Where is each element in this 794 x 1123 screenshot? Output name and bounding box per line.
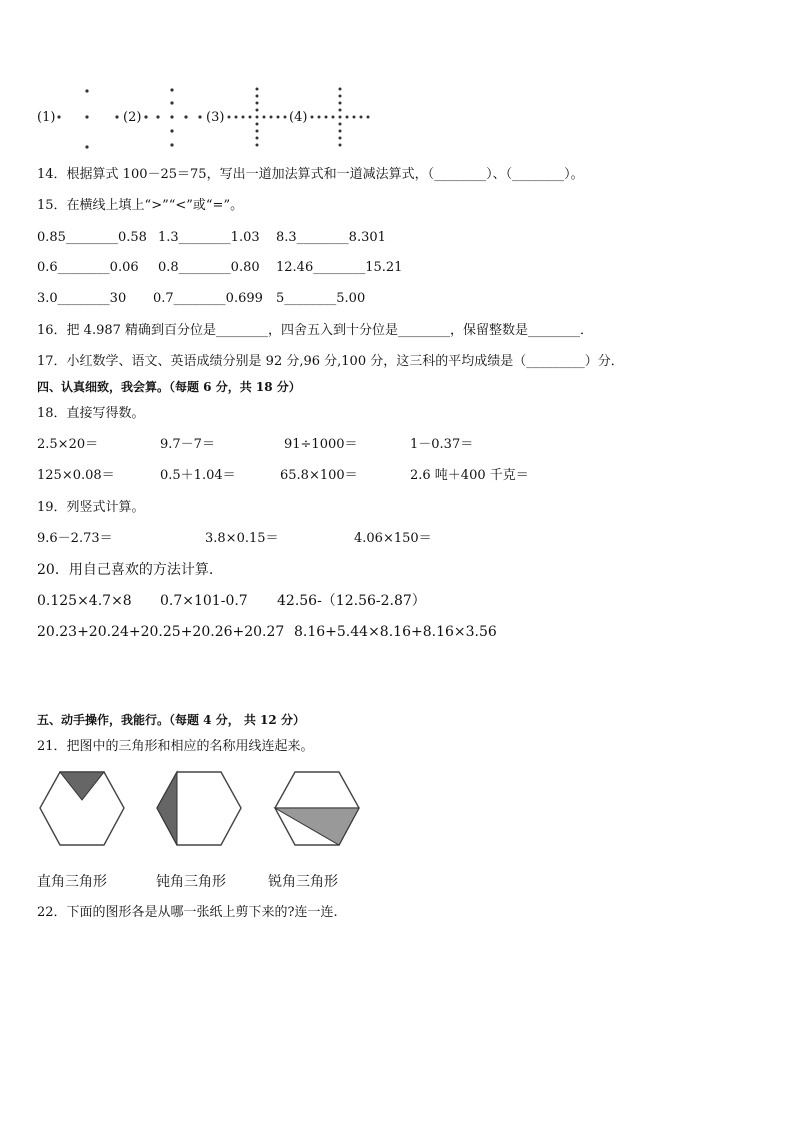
question-22: 22．下面的图形各是从哪一张纸上剪下来的?连一连. <box>37 905 338 920</box>
q19-item: 9.6－2.73＝ <box>37 531 113 546</box>
q15-item: 0.85________0.58 <box>37 230 147 245</box>
q19-item: 3.8×0.15＝ <box>205 531 279 546</box>
hexagon-figure-1 <box>38 770 128 850</box>
q15-item: 0.8________0.80 <box>158 260 260 275</box>
q18-item: 9.7－7＝ <box>160 437 215 452</box>
dot-pattern-4 <box>309 86 373 152</box>
q15-item: 3.0________30 <box>37 291 127 306</box>
pattern-label-1: (1) <box>37 110 56 125</box>
q20-item: 42.56-（12.56-2.87） <box>277 593 426 609</box>
obtuse-triangle <box>157 772 177 845</box>
question-15-prompt: 15．在横线上填上“>”“<”或“=”。 <box>37 198 244 213</box>
question-16: 16．把 4.987 精确到百分位是________，四舍五入到十分位是________，保留整数是________． <box>37 323 594 338</box>
section-4-heading: 四、认真细致，我会算。（每题 6 分，共 18 分） <box>37 380 301 394</box>
pattern-label-2: (2) <box>123 110 142 125</box>
question-19-prompt: 19．列竖式计算。 <box>37 500 145 515</box>
triangle-name-obtuse: 钝角三角形 <box>156 874 226 890</box>
hexagon-figure-3 <box>273 770 363 850</box>
q18-item: 2.5×20＝ <box>37 437 99 452</box>
q15-item: 12.46________15.21 <box>276 260 403 275</box>
question-21-prompt: 21．把图中的三角形和相应的名称用线连起来。 <box>37 739 314 754</box>
q15-item: 5________5.00 <box>276 291 366 306</box>
question-18-prompt: 18．直接写得数。 <box>37 406 145 421</box>
pattern-label-3: (3) <box>206 110 225 125</box>
q15-item: 1.3________1.03 <box>158 230 260 245</box>
q18-item: 2.6 吨＋400 千克＝ <box>410 468 529 483</box>
pattern-label-4: (4) <box>289 110 308 125</box>
question-14: 14．根据算式 100－25＝75，写出一道加法算式和一道减法算式，（________）、（________）。 <box>37 167 584 182</box>
dot-pattern-2 <box>142 86 208 152</box>
q15-item: 0.6________0.06 <box>37 260 139 275</box>
q18-item: 125×0.08＝ <box>37 468 115 483</box>
question-20-prompt: 20．用自己喜欢的方法计算. <box>37 562 214 578</box>
triangle-name-acute: 锐角三角形 <box>268 874 338 890</box>
question-17: 17．小红数学、语文、英语成绩分别是 92 分,96 分,100 分，这三科的平均成绩是（_________）分． <box>37 354 624 369</box>
q20-item: 20.23+20.24+20.25+20.26+20.27 <box>37 624 285 640</box>
triangle-name-right: 直角三角形 <box>37 874 107 890</box>
q20-item: 0.7×101-0.7 <box>160 593 248 609</box>
q20-item: 8.16+5.44×8.16+8.16×3.56 <box>294 624 497 640</box>
q20-item: 0.125×4.7×8 <box>37 593 132 609</box>
dot-pattern-3 <box>226 86 290 152</box>
q15-item: 8.3________8.301 <box>276 230 386 245</box>
q15-item: 0.7________0.699 <box>153 291 263 306</box>
hexagon-figure-2 <box>155 770 245 850</box>
q18-item: 91÷1000＝ <box>284 437 358 452</box>
q19-item: 4.06×150＝ <box>354 531 432 546</box>
section-5-heading: 五、动手操作，我能行。（每题 4 分， 共 12 分） <box>37 713 305 727</box>
q18-item: 1－0.37＝ <box>410 437 474 452</box>
q18-item: 0.5＋1.04＝ <box>160 468 236 483</box>
q18-item: 65.8×100＝ <box>280 468 358 483</box>
dot-pattern-1 <box>56 86 122 152</box>
